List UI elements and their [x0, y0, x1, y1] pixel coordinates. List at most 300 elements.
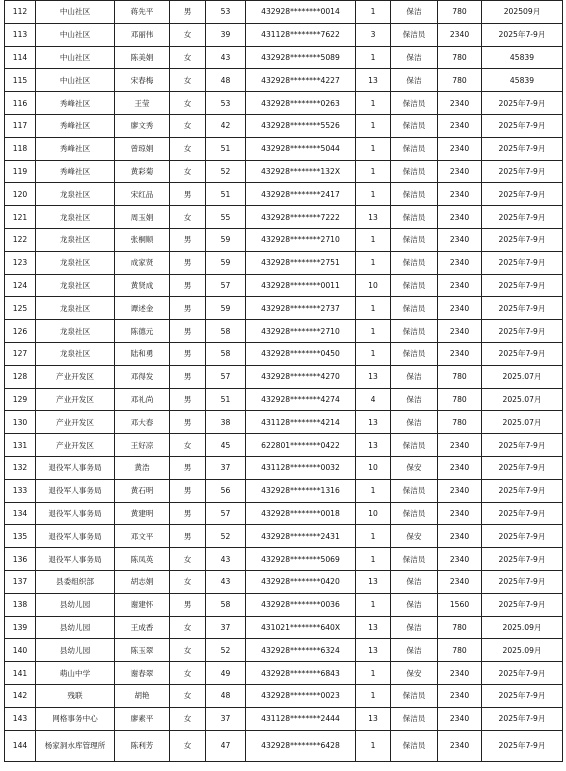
cell-amount: 1560 — [438, 593, 482, 616]
cell-unit: 县委组织部 — [36, 570, 115, 593]
cell-unit: 秀峰社区 — [36, 137, 115, 160]
cell-gender: 男 — [170, 479, 206, 502]
cell-name: 黄浩 — [115, 456, 170, 479]
cell-months: 3 — [356, 23, 391, 46]
cell-period: 2025年7-9月 — [482, 137, 563, 160]
table-row — [5, 570, 563, 593]
cell-name: 曾琼娟 — [115, 137, 170, 160]
cell-age: 43 — [206, 46, 246, 69]
cell-no: 138 — [5, 593, 36, 616]
cell-gender: 男 — [170, 388, 206, 411]
cell-name: 胡志娟 — [115, 570, 170, 593]
cell-period: 2025年7-9月 — [482, 662, 563, 685]
cell-name: 邓文平 — [115, 525, 170, 548]
cell-id: 432928********0420 — [246, 570, 356, 593]
cell-gender: 女 — [170, 23, 206, 46]
cell-period: 2025年7-9月 — [482, 479, 563, 502]
cell-period: 2025年7-9月 — [482, 297, 563, 320]
cell-unit: 退役军人事务局 — [36, 456, 115, 479]
cell-period: 2025年7-9月 — [482, 23, 563, 46]
cell-no: 131 — [5, 434, 36, 457]
cell-name: 陈凤英 — [115, 548, 170, 571]
cell-months: 10 — [356, 502, 391, 525]
cell-months: 1 — [356, 114, 391, 137]
table-row — [5, 342, 563, 365]
cell-amount: 2340 — [438, 160, 482, 183]
cell-months: 1 — [356, 160, 391, 183]
cell-gender: 男 — [170, 228, 206, 251]
cell-id: 432928********2431 — [246, 525, 356, 548]
cell-no: 120 — [5, 183, 36, 206]
cell-unit: 龙泉社区 — [36, 251, 115, 274]
cell-gender: 男 — [170, 525, 206, 548]
cell-post: 保洁员 — [391, 548, 438, 571]
cell-gender: 女 — [170, 639, 206, 662]
cell-post: 保洁员 — [391, 320, 438, 343]
cell-id: 432928********2751 — [246, 251, 356, 274]
cell-no: 139 — [5, 616, 36, 639]
table-row — [5, 639, 563, 662]
cell-age: 48 — [206, 684, 246, 707]
cell-gender: 女 — [170, 114, 206, 137]
cell-unit: 产业开发区 — [36, 434, 115, 457]
cell-name: 王莹 — [115, 92, 170, 115]
cell-no: 116 — [5, 92, 36, 115]
cell-id: 432928********4227 — [246, 69, 356, 92]
table-row — [5, 114, 563, 137]
cell-id: 431128********7622 — [246, 23, 356, 46]
cell-post: 保安 — [391, 456, 438, 479]
cell-period: 2025年7-9月 — [482, 342, 563, 365]
cell-name: 陈美娟 — [115, 46, 170, 69]
cell-months: 1 — [356, 593, 391, 616]
table-row — [5, 684, 563, 707]
cell-post: 保洁员 — [391, 92, 438, 115]
cell-amount: 2340 — [438, 297, 482, 320]
cell-unit: 杨家洞水库管理所 — [36, 730, 115, 761]
cell-name: 邓得发 — [115, 365, 170, 388]
cell-period: 45839 — [482, 46, 563, 69]
cell-amount: 2340 — [438, 228, 482, 251]
cell-months: 1 — [356, 137, 391, 160]
cell-amount: 2340 — [438, 342, 482, 365]
cell-id: 432928********4270 — [246, 365, 356, 388]
cell-gender: 男 — [170, 456, 206, 479]
cell-no: 141 — [5, 662, 36, 685]
table-row — [5, 707, 563, 730]
table-row — [5, 434, 563, 457]
cell-post: 保洁 — [391, 593, 438, 616]
cell-id: 432928********2710 — [246, 228, 356, 251]
cell-period: 2025年7-9月 — [482, 228, 563, 251]
cell-post: 保洁员 — [391, 274, 438, 297]
cell-gender: 男 — [170, 274, 206, 297]
cell-months: 1 — [356, 46, 391, 69]
cell-no: 143 — [5, 707, 36, 730]
cell-age: 45 — [206, 434, 246, 457]
cell-age: 48 — [206, 69, 246, 92]
cell-id: 432928********132X — [246, 160, 356, 183]
cell-age: 56 — [206, 479, 246, 502]
cell-name: 陈德元 — [115, 320, 170, 343]
cell-age: 49 — [206, 662, 246, 685]
cell-gender: 女 — [170, 707, 206, 730]
cell-amount: 2340 — [438, 251, 482, 274]
cell-age: 55 — [206, 206, 246, 229]
cell-unit: 产业开发区 — [36, 411, 115, 434]
cell-gender: 女 — [170, 69, 206, 92]
cell-name: 邓礼尚 — [115, 388, 170, 411]
cell-age: 51 — [206, 137, 246, 160]
cell-months: 13 — [356, 69, 391, 92]
cell-gender: 男 — [170, 297, 206, 320]
cell-months: 13 — [356, 570, 391, 593]
table-row — [5, 1, 563, 24]
cell-gender: 女 — [170, 434, 206, 457]
cell-age: 47 — [206, 730, 246, 761]
cell-amount: 780 — [438, 388, 482, 411]
cell-name: 廖文秀 — [115, 114, 170, 137]
cell-amount: 2340 — [438, 684, 482, 707]
cell-period: 2025年7-9月 — [482, 183, 563, 206]
cell-id: 432928********2710 — [246, 320, 356, 343]
cell-id: 432928********0450 — [246, 342, 356, 365]
cell-months: 1 — [356, 684, 391, 707]
cell-id: 432928********0014 — [246, 1, 356, 24]
cell-amount: 2340 — [438, 570, 482, 593]
cell-period: 2025.07月 — [482, 388, 563, 411]
cell-id: 432928********5089 — [246, 46, 356, 69]
cell-gender: 女 — [170, 684, 206, 707]
cell-gender: 女 — [170, 46, 206, 69]
cell-no: 130 — [5, 411, 36, 434]
cell-post: 保洁员 — [391, 160, 438, 183]
cell-post: 保洁员 — [391, 114, 438, 137]
cell-age: 59 — [206, 228, 246, 251]
cell-no: 137 — [5, 570, 36, 593]
cell-period: 2025年7-9月 — [482, 502, 563, 525]
cell-period: 2025年7-9月 — [482, 684, 563, 707]
cell-name: 周玉娟 — [115, 206, 170, 229]
table-row — [5, 388, 563, 411]
cell-months: 13 — [356, 365, 391, 388]
cell-amount: 2340 — [438, 730, 482, 761]
cell-age: 52 — [206, 160, 246, 183]
cell-post: 保洁员 — [391, 730, 438, 761]
cell-period: 2025年7-9月 — [482, 92, 563, 115]
cell-months: 1 — [356, 525, 391, 548]
cell-id: 622801********0422 — [246, 434, 356, 457]
cell-unit: 龙泉社区 — [36, 228, 115, 251]
cell-no: 125 — [5, 297, 36, 320]
cell-no: 127 — [5, 342, 36, 365]
cell-no: 140 — [5, 639, 36, 662]
cell-gender: 女 — [170, 570, 206, 593]
cell-id: 432928********5044 — [246, 137, 356, 160]
cell-no: 121 — [5, 206, 36, 229]
cell-post: 保洁 — [391, 388, 438, 411]
cell-post: 保洁员 — [391, 206, 438, 229]
cell-name: 蒋先平 — [115, 1, 170, 24]
cell-name: 黄石明 — [115, 479, 170, 502]
cell-months: 13 — [356, 707, 391, 730]
cell-unit: 龙泉社区 — [36, 320, 115, 343]
cell-unit: 秀峰社区 — [36, 114, 115, 137]
cell-no: 113 — [5, 23, 36, 46]
cell-name: 邓丽伟 — [115, 23, 170, 46]
cell-post: 保洁 — [391, 639, 438, 662]
cell-months: 1 — [356, 342, 391, 365]
cell-age: 52 — [206, 639, 246, 662]
table-row — [5, 411, 563, 434]
cell-age: 59 — [206, 297, 246, 320]
table-row — [5, 23, 563, 46]
cell-gender: 男 — [170, 1, 206, 24]
cell-period: 2025年7-9月 — [482, 570, 563, 593]
cell-post: 保洁 — [391, 69, 438, 92]
cell-period: 2025年7-9月 — [482, 525, 563, 548]
table-body — [5, 1, 563, 762]
cell-name: 陆和勇 — [115, 342, 170, 365]
cell-period: 2025年7-9月 — [482, 206, 563, 229]
cell-amount: 2340 — [438, 707, 482, 730]
cell-period: 2025.07月 — [482, 411, 563, 434]
cell-months: 1 — [356, 251, 391, 274]
cell-age: 39 — [206, 23, 246, 46]
cell-amount: 2340 — [438, 502, 482, 525]
cell-name: 黄贤成 — [115, 274, 170, 297]
cell-amount: 2340 — [438, 456, 482, 479]
cell-post: 保洁员 — [391, 228, 438, 251]
cell-gender: 女 — [170, 92, 206, 115]
cell-id: 432928********2417 — [246, 183, 356, 206]
cell-age: 53 — [206, 92, 246, 115]
cell-period: 2025年7-9月 — [482, 456, 563, 479]
cell-age: 42 — [206, 114, 246, 137]
cell-unit: 县幼儿园 — [36, 616, 115, 639]
cell-period: 2025年7-9月 — [482, 593, 563, 616]
cell-age: 57 — [206, 502, 246, 525]
cell-post: 保洁 — [391, 570, 438, 593]
cell-amount: 2340 — [438, 274, 482, 297]
cell-name: 谢建怀 — [115, 593, 170, 616]
table-row — [5, 502, 563, 525]
cell-unit: 县幼儿园 — [36, 639, 115, 662]
cell-post: 保洁员 — [391, 23, 438, 46]
cell-no: 136 — [5, 548, 36, 571]
cell-period: 2025年7-9月 — [482, 434, 563, 457]
cell-months: 1 — [356, 297, 391, 320]
cell-period: 2025年7-9月 — [482, 251, 563, 274]
cell-unit: 产业开发区 — [36, 388, 115, 411]
cell-post: 保洁 — [391, 616, 438, 639]
cell-amount: 2340 — [438, 662, 482, 685]
cell-gender: 男 — [170, 251, 206, 274]
cell-id: 432928********6843 — [246, 662, 356, 685]
cell-period: 2025年7-9月 — [482, 548, 563, 571]
cell-amount: 780 — [438, 365, 482, 388]
cell-amount: 2340 — [438, 548, 482, 571]
cell-amount: 2340 — [438, 434, 482, 457]
cell-period: 2025年7-9月 — [482, 114, 563, 137]
cell-id: 432928********0011 — [246, 274, 356, 297]
cell-no: 134 — [5, 502, 36, 525]
cell-name: 宋红品 — [115, 183, 170, 206]
table-row — [5, 251, 563, 274]
cell-age: 51 — [206, 388, 246, 411]
cell-unit: 龙泉社区 — [36, 206, 115, 229]
table-row — [5, 69, 563, 92]
table-row — [5, 206, 563, 229]
cell-id: 432928********2737 — [246, 297, 356, 320]
cell-name: 成家贤 — [115, 251, 170, 274]
cell-months: 1 — [356, 228, 391, 251]
cell-id: 431128********2444 — [246, 707, 356, 730]
cell-age: 38 — [206, 411, 246, 434]
cell-amount: 2340 — [438, 137, 482, 160]
cell-post: 保洁 — [391, 46, 438, 69]
table-row — [5, 183, 563, 206]
cell-post: 保洁员 — [391, 707, 438, 730]
cell-months: 13 — [356, 411, 391, 434]
cell-months: 10 — [356, 274, 391, 297]
cell-age: 43 — [206, 548, 246, 571]
cell-no: 112 — [5, 1, 36, 24]
cell-period: 2025.07月 — [482, 365, 563, 388]
cell-no: 135 — [5, 525, 36, 548]
table-row — [5, 297, 563, 320]
cell-gender: 男 — [170, 320, 206, 343]
table-row — [5, 46, 563, 69]
cell-age: 58 — [206, 593, 246, 616]
cell-months: 1 — [356, 730, 391, 761]
cell-unit: 龙泉社区 — [36, 342, 115, 365]
table-row — [5, 137, 563, 160]
table-row — [5, 365, 563, 388]
cell-no: 122 — [5, 228, 36, 251]
cell-no: 117 — [5, 114, 36, 137]
cell-gender: 女 — [170, 616, 206, 639]
table-row — [5, 479, 563, 502]
cell-no: 126 — [5, 320, 36, 343]
cell-period: 202509月 — [482, 1, 563, 24]
data-table — [4, 0, 563, 762]
cell-id: 431021********640X — [246, 616, 356, 639]
cell-period: 2025年7-9月 — [482, 274, 563, 297]
cell-gender: 男 — [170, 502, 206, 525]
cell-period: 2025.09月 — [482, 639, 563, 662]
table-row — [5, 593, 563, 616]
cell-unit: 中山社区 — [36, 69, 115, 92]
cell-gender: 女 — [170, 548, 206, 571]
cell-age: 53 — [206, 1, 246, 24]
cell-period: 2025年7-9月 — [482, 320, 563, 343]
cell-age: 52 — [206, 525, 246, 548]
table-row — [5, 320, 563, 343]
cell-name: 谢春翠 — [115, 662, 170, 685]
cell-no: 144 — [5, 730, 36, 761]
cell-unit: 退役军人事务局 — [36, 525, 115, 548]
cell-id: 432928********5069 — [246, 548, 356, 571]
cell-age: 58 — [206, 342, 246, 365]
cell-months: 13 — [356, 616, 391, 639]
cell-post: 保洁员 — [391, 251, 438, 274]
cell-months: 1 — [356, 183, 391, 206]
cell-name: 黄彩菊 — [115, 160, 170, 183]
cell-months: 13 — [356, 206, 391, 229]
cell-post: 保洁 — [391, 1, 438, 24]
cell-id: 432928********6428 — [246, 730, 356, 761]
cell-age: 43 — [206, 570, 246, 593]
cell-no: 129 — [5, 388, 36, 411]
cell-unit: 中山社区 — [36, 46, 115, 69]
cell-age: 59 — [206, 251, 246, 274]
cell-id: 431128********0032 — [246, 456, 356, 479]
cell-unit: 退役军人事务局 — [36, 548, 115, 571]
cell-id: 432928********0018 — [246, 502, 356, 525]
cell-period: 2025年7-9月 — [482, 707, 563, 730]
cell-gender: 男 — [170, 365, 206, 388]
table-row — [5, 525, 563, 548]
cell-amount: 780 — [438, 69, 482, 92]
cell-months: 13 — [356, 434, 391, 457]
cell-amount: 2340 — [438, 114, 482, 137]
cell-post: 保安 — [391, 525, 438, 548]
table-row — [5, 160, 563, 183]
cell-unit: 产业开发区 — [36, 365, 115, 388]
cell-unit: 秀峰社区 — [36, 160, 115, 183]
cell-unit: 网格事务中心 — [36, 707, 115, 730]
cell-no: 115 — [5, 69, 36, 92]
cell-id: 432928********0263 — [246, 92, 356, 115]
cell-name: 谭述金 — [115, 297, 170, 320]
cell-unit: 龙泉社区 — [36, 183, 115, 206]
cell-months: 13 — [356, 639, 391, 662]
cell-name: 王好凉 — [115, 434, 170, 457]
cell-no: 114 — [5, 46, 36, 69]
cell-age: 37 — [206, 616, 246, 639]
table-row — [5, 274, 563, 297]
cell-id: 431128********4214 — [246, 411, 356, 434]
cell-id: 432928********5526 — [246, 114, 356, 137]
cell-name: 宋春梅 — [115, 69, 170, 92]
table-row — [5, 92, 563, 115]
cell-id: 432928********6324 — [246, 639, 356, 662]
cell-age: 58 — [206, 320, 246, 343]
table-row — [5, 662, 563, 685]
cell-months: 1 — [356, 1, 391, 24]
cell-amount: 2340 — [438, 206, 482, 229]
cell-gender: 女 — [170, 160, 206, 183]
cell-name: 黄建明 — [115, 502, 170, 525]
cell-amount: 780 — [438, 639, 482, 662]
table-row — [5, 228, 563, 251]
cell-name: 王成香 — [115, 616, 170, 639]
cell-post: 保洁员 — [391, 297, 438, 320]
cell-no: 118 — [5, 137, 36, 160]
cell-unit: 龙泉社区 — [36, 297, 115, 320]
cell-gender: 女 — [170, 730, 206, 761]
cell-unit: 残联 — [36, 684, 115, 707]
cell-unit: 秀峰社区 — [36, 92, 115, 115]
cell-unit: 退役军人事务局 — [36, 502, 115, 525]
cell-no: 133 — [5, 479, 36, 502]
cell-post: 保洁员 — [391, 502, 438, 525]
cell-months: 4 — [356, 388, 391, 411]
cell-no: 119 — [5, 160, 36, 183]
cell-gender: 女 — [170, 137, 206, 160]
cell-id: 432928********0023 — [246, 684, 356, 707]
